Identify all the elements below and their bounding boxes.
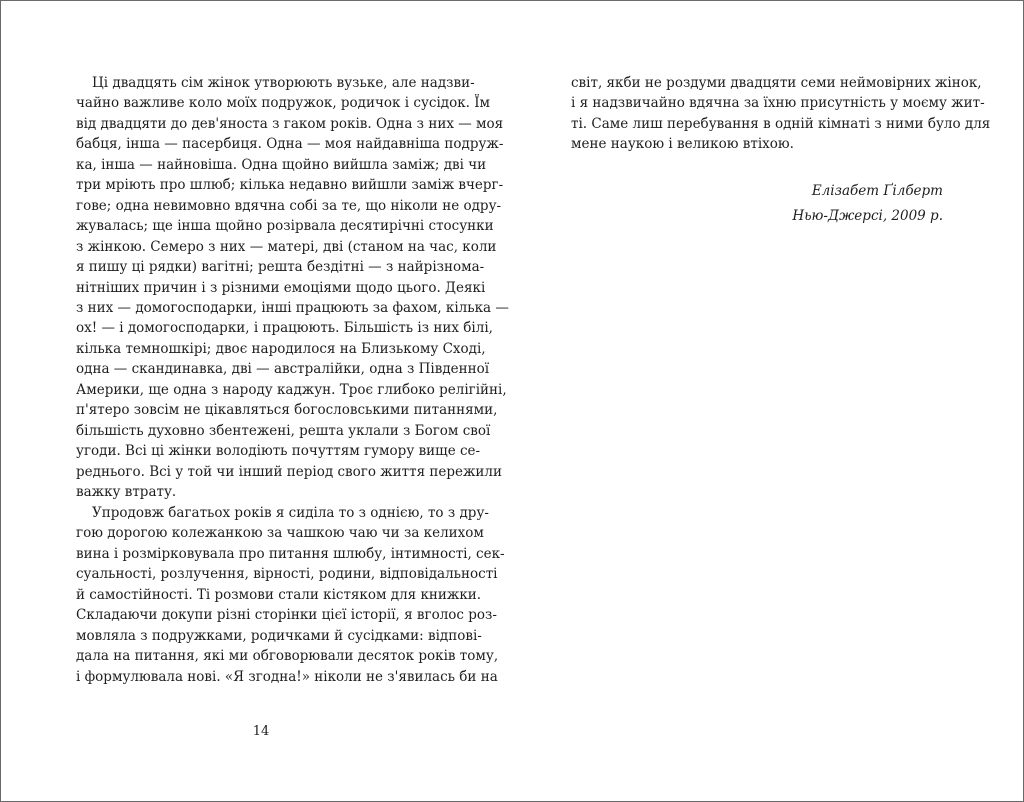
text-line: кілька темношкірі; двоє народилося на Близькому Сході,	[76, 340, 486, 357]
text-line: і формулювала нові. «Я згодна!» ніколи не з'явилась би на	[76, 668, 498, 685]
text-line: одна — скандинавка, дві — австралійки, одна з Південної	[76, 361, 490, 378]
text-line: Ці двадцять сім жінок утворюють вузьке, але надзви-	[92, 75, 475, 91]
text-line: Америки, ще одна з народу каджун. Троє глибоко релігійні,	[76, 381, 507, 398]
text-line: гою дорогою колежанкою за чашкою чаю чи за келихом	[76, 525, 484, 542]
text-line: жувалась; ще інша щойно розірвала десятирічні стосунки	[76, 218, 494, 235]
text-line: нітніших причин і з різними емоціями щодо цього. Деякі	[76, 279, 486, 296]
text-line: й самостійності. Ті розмови стали кістяком для книжки.	[76, 586, 482, 603]
text-line: з жінкою. Семеро з них — матері, дві (станом на час, коли	[76, 238, 497, 255]
text-line: реднього. Всі у той чи інший період свого життя пережили	[76, 463, 503, 480]
text-line: від двадцяти до дев'яноста з гаком років. Одна з них — моя	[76, 115, 504, 132]
text-line: мовляла з подружками, родичками й сусідками: відпові-	[76, 627, 482, 644]
text-line: суальності, розлучення, вірності, родини, відповідальності	[76, 566, 498, 583]
signature-name: Елізабет Ґілберт	[811, 183, 943, 199]
text-line: з них — домогосподарки, інші працюють за фахом, кілька —	[76, 299, 509, 316]
signature-place-date: Нью-Джерсі, 2009 р.	[792, 208, 943, 224]
text-line: чайно важливе коло моїх подружок, родичок і сусідок. Їм	[76, 95, 491, 112]
text-line: Упродовж багатьох років я сиділа то з однією, то з дру-	[92, 505, 489, 521]
text-line: я пишу ці рядки) вагітні; решта бездітні — з найрізнома-	[76, 259, 485, 276]
text-line: ка, інша — найновіша. Одна щойно вийшла заміж; дві чи	[76, 156, 487, 173]
text-line: бабця, інша — пасербиця. Одна — моя найдавніша подруж-	[76, 136, 504, 153]
text-line: угоди. Всі ці жінки володіють почуттям гумору вище се-	[76, 443, 481, 460]
text-line: гове; одна невимовно вдячна собі за те, що ніколи не одру-	[76, 197, 502, 214]
text-line: важку втрату.	[76, 484, 177, 500]
text-line: вина і розмірковувала про питання шлюбу, інтимності, сек-	[76, 545, 505, 562]
text-line: дала на питання, які ми обговорювали десяток років тому,	[76, 648, 499, 665]
text-line: більшість духовно збентежені, решта уклали з Богом свої	[76, 422, 491, 439]
text-line: ті. Саме лиш перебування в одній кімнаті з ними було для	[571, 115, 991, 132]
text-line: п'ятеро зовсім не цікавляться богословськими питаннями,	[76, 402, 498, 419]
page-number: 14	[252, 724, 270, 739]
text-line: світ, якби не роздуми двадцяти семи неймовірних жінок,	[571, 75, 982, 91]
text-line: мене наукою і великою втіхою.	[571, 136, 794, 153]
text-line: три мріють про шлюб; кілька недавно вийшли заміж вчерг-	[76, 177, 504, 194]
text-line: ох! — і домогосподарки, і працюють. Більшість із них білі,	[76, 320, 493, 337]
text-line: Складаючи докупи різні сторінки цієї історії, я вголос роз-	[76, 607, 497, 624]
text-line: і я надзвичайно вдячна за їхню присутність у моєму жит-	[571, 95, 985, 112]
